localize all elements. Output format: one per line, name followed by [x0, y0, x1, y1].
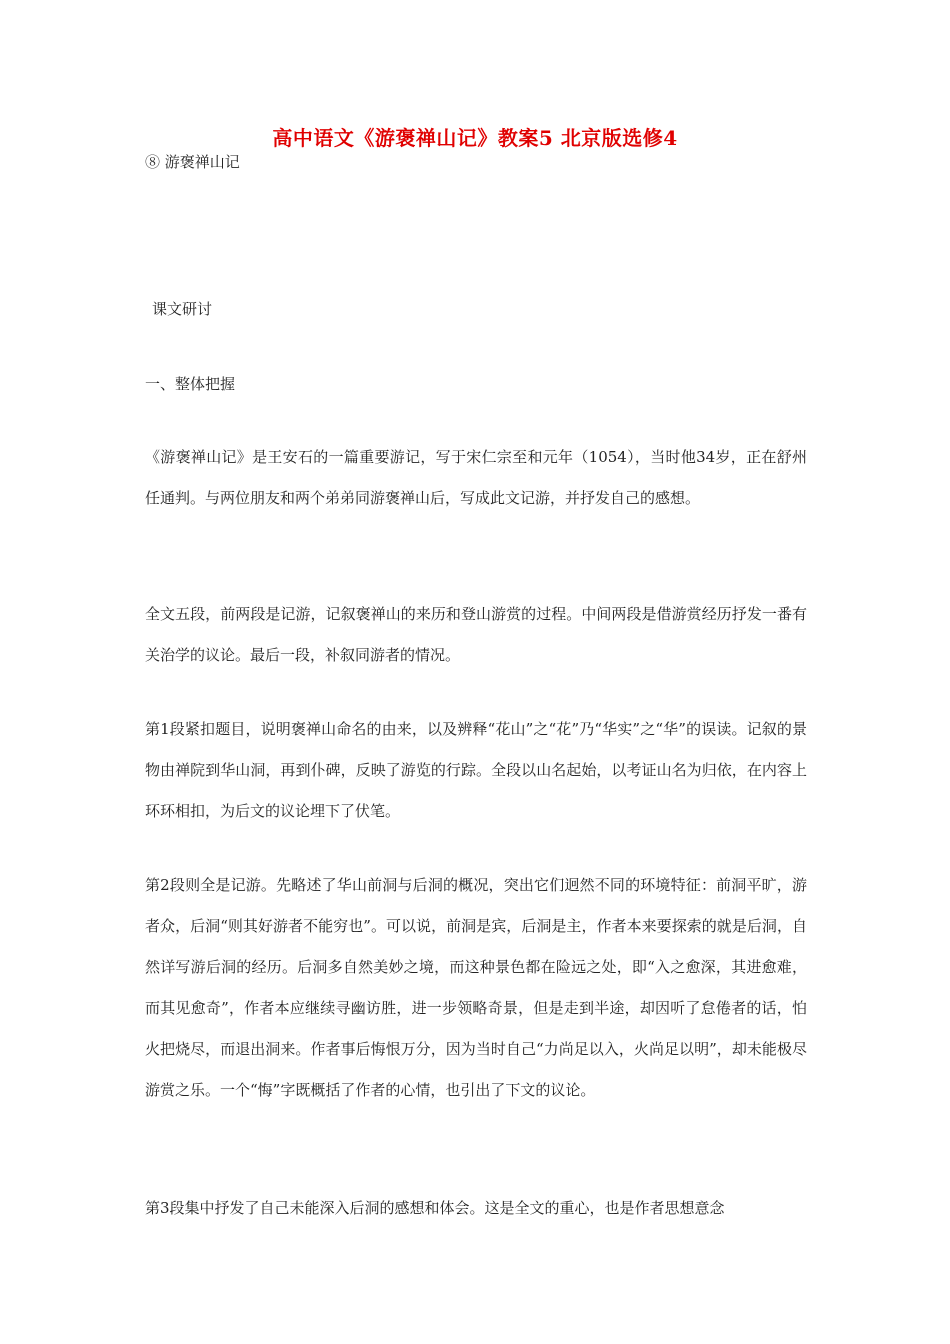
document-title: 高中语文《游褒禅山记》教案5 北京版选修4: [272, 126, 678, 150]
paragraph-structure: 全文五段，前两段是记游，记叙褒禅山的来历和登山游赏的过程。中间两段是借游赏经历抒发一番有关治学的议论。最后一段，补叙同游者的情况。: [145, 605, 807, 664]
section-label: 课文研讨: [152, 300, 213, 318]
paragraph-section-1: 第1段紧扣题目，说明褒禅山命名的由来，以及辨释“花山”之“花”乃“华实”之“华”的误读。记叙的景物由禅院到华山洞，再到仆碑，反映了游览的行踪。全段以山名起始，以考证山名为归依，在内容上环环相扣，为后文的议论埋下了伏笔。: [145, 720, 807, 820]
document-subtitle: ⑧ 游褒禅山记: [145, 153, 240, 171]
section-heading: 一、整体把握: [145, 375, 236, 393]
paragraph-section-2: 第2段则全是记游。先略述了华山前洞与后洞的概况，突出它们迥然不同的环境特征：前洞平旷，游者众，后洞“则其好游者不能穷也”。可以说，前洞是宾，后洞是主，作者本来要探索的就是后洞，自然详写游后洞的经历。后洞多自然美妙之境，而这种景色都在险远之处，即“入之愈深，其进愈难，而其见愈奇”，作者本应继续寻幽访胜，进一步领略奇景，但是走到半途，却因听了怠倦者的话，怕火把烧尽，而退出洞来。作者事后悔恨万分，因为当时自己“力尚足以入，火尚足以明”，却未能极尽游赏之乐。一个“悔”字既概括了作者的心情，也引出了下文的议论。: [145, 876, 807, 1099]
paragraph-intro: 《游褒禅山记》是王安石的一篇重要游记，写于宋仁宗至和元年（1054），当时他34岁，正在舒州任通判。与两位朋友和两个弟弟同游褒禅山后，写成此文记游，并抒发自己的感想。: [145, 448, 807, 507]
paragraph-section-3: 第3段集中抒发了自己未能深入后洞的感想和体会。这是全文的重心，也是作者思想意念: [145, 1199, 725, 1217]
